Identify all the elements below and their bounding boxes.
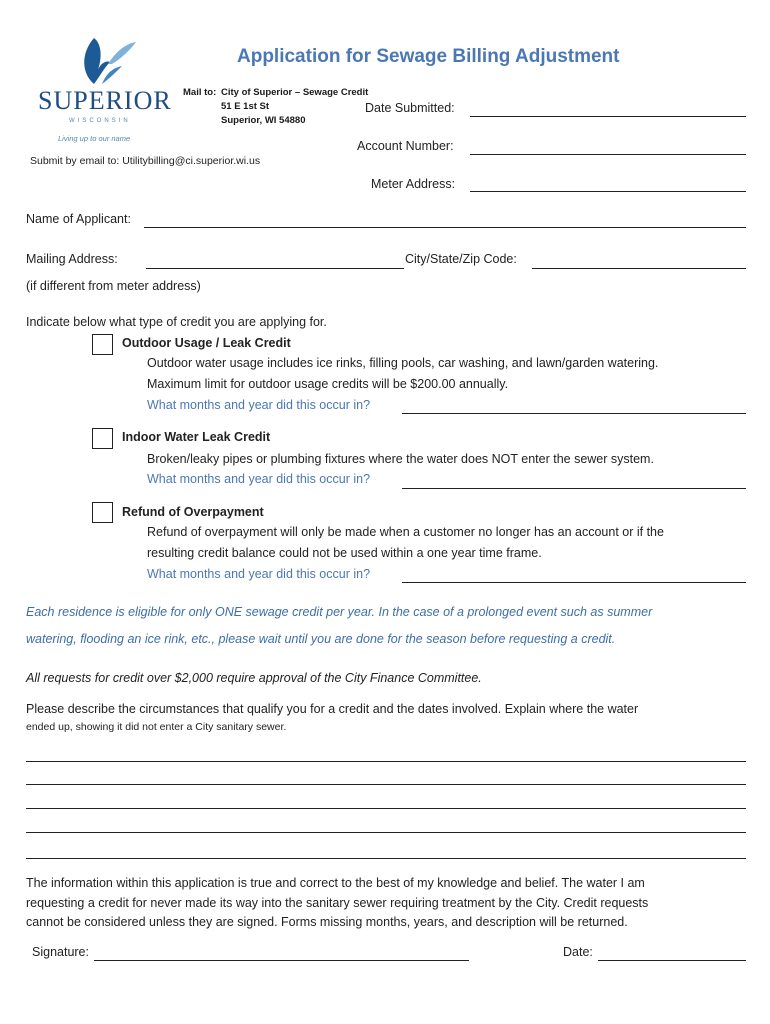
- city-logo-emblem: [72, 34, 140, 86]
- city-state-zip-label: City/State/Zip Code:: [405, 252, 517, 266]
- mailing-address-note: (if different from meter address): [26, 279, 201, 293]
- eligibility-notice-1: Each residence is eligible for only ONE sewage credit per year. In the case of a prolonged event such as summer: [26, 605, 653, 619]
- certification-line-1: The information within this application is true and correct to the best of my knowledge and belief. The water I am: [26, 876, 645, 890]
- signature-date-label: Date:: [563, 945, 593, 959]
- eligibility-notice-2: watering, flooding an ice rink, etc., please wait until you are done for the season before requesting a credit.: [26, 632, 616, 646]
- refund-overpayment-checkbox[interactable]: [92, 502, 113, 523]
- refund-overpayment-question: What months and year did this occur in?: [147, 567, 371, 581]
- mail-to-line1: City of Superior – Sewage Credit: [221, 87, 369, 98]
- describe-instruction-1: Please describe the circumstances that qualify you for a credit and the dates involved. Explain where the water: [26, 702, 639, 716]
- logo-wordmark: SUPERIOR: [38, 86, 172, 115]
- mailing-address-label: Mailing Address:: [26, 252, 118, 266]
- refund-overpayment-title: Refund of Overpayment: [122, 505, 264, 519]
- refund-overpayment-desc-2: resulting credit balance could not be used within a one year time frame.: [147, 546, 542, 560]
- indoor-leak-checkbox[interactable]: [92, 428, 113, 449]
- account-number-label: Account Number:: [357, 139, 454, 153]
- outdoor-usage-title: Outdoor Usage / Leak Credit: [122, 336, 291, 350]
- refund-overpayment-desc-1: Refund of overpayment will only be made when a customer no longer has an account or if the: [147, 525, 664, 539]
- signature-label: Signature:: [32, 945, 89, 959]
- signature-date-field[interactable]: [598, 960, 746, 961]
- indoor-leak-desc-1: Broken/leaky pipes or plumbing fixtures where the water does NOT enter the sewer system.: [147, 452, 654, 466]
- logo-state: WISCONSIN: [69, 118, 131, 124]
- description-line-2[interactable]: [26, 784, 746, 785]
- email-instruction: Submit by email to: Utilitybilling@ci.superior.wi.us: [30, 155, 261, 167]
- page-title: Application for Sewage Billing Adjustment: [237, 46, 620, 67]
- outdoor-usage-desc-2: Maximum limit for outdoor usage credits will be $200.00 annually.: [147, 377, 509, 391]
- mailing-address-field[interactable]: [146, 268, 404, 269]
- logo-tagline: Living up to our name: [58, 134, 131, 143]
- indoor-leak-question: What months and year did this occur in?: [147, 472, 371, 486]
- outdoor-usage-desc-1: Outdoor water usage includes ice rinks, filling pools, car washing, and lawn/garden watering.: [147, 356, 659, 370]
- certification-line-2: requesting a credit for never made its way into the sanitary sewer requiring treatment by the City. Credit requests: [26, 896, 649, 910]
- applicant-name-field[interactable]: [144, 227, 746, 228]
- description-line-4[interactable]: [26, 832, 746, 833]
- description-line-5[interactable]: [26, 858, 746, 859]
- mail-to-label: Mail to:: [183, 87, 217, 98]
- outdoor-usage-question: What months and year did this occur in?: [147, 398, 371, 412]
- signature-field[interactable]: [94, 960, 469, 961]
- account-number-field[interactable]: [470, 154, 746, 155]
- meter-address-field[interactable]: [470, 191, 746, 192]
- mail-to-line2: 51 E 1st St: [221, 101, 270, 112]
- outdoor-usage-checkbox[interactable]: [92, 334, 113, 355]
- city-state-zip-field[interactable]: [532, 268, 746, 269]
- meter-address-label: Meter Address:: [371, 177, 456, 191]
- approval-notice: All requests for credit over $2,000 require approval of the City Finance Committee.: [26, 671, 482, 685]
- mail-to-line3: Superior, WI 54880: [221, 115, 306, 126]
- date-submitted-label: Date Submitted:: [365, 101, 455, 115]
- outdoor-usage-months-field[interactable]: [402, 413, 746, 414]
- description-line-3[interactable]: [26, 808, 746, 809]
- indoor-leak-months-field[interactable]: [402, 488, 746, 489]
- credit-type-intro: Indicate below what type of credit you are applying for.: [26, 315, 327, 329]
- describe-instruction-2: ended up, showing it did not enter a City sanitary sewer.: [26, 721, 287, 733]
- description-line-1[interactable]: [26, 761, 746, 762]
- applicant-name-label: Name of Applicant:: [26, 212, 131, 226]
- date-submitted-field[interactable]: [470, 116, 746, 117]
- refund-overpayment-months-field[interactable]: [402, 582, 746, 583]
- certification-line-3: cannot be considered unless they are signed. Forms missing months, years, and description will be returned.: [26, 915, 628, 929]
- indoor-leak-title: Indoor Water Leak Credit: [122, 430, 271, 444]
